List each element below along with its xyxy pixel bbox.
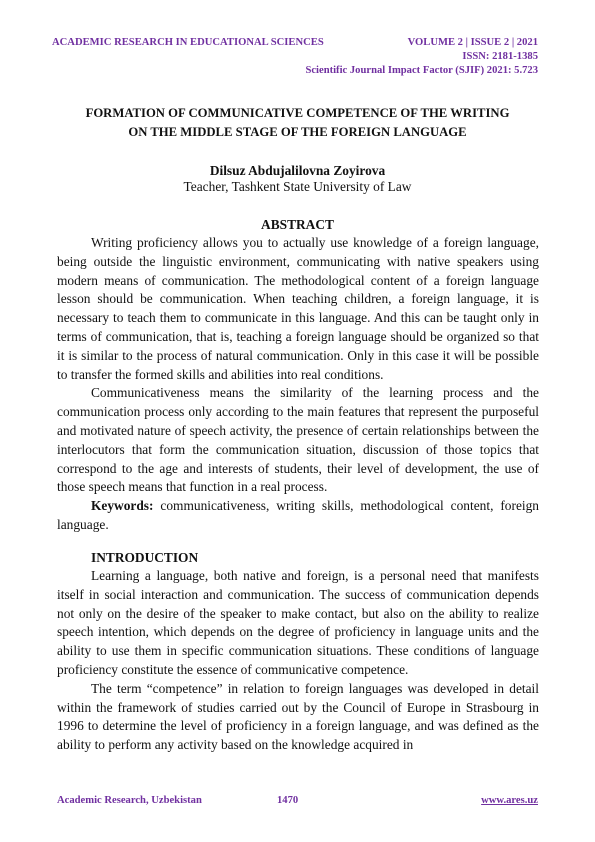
abstract-body [57,234,539,535]
impact-factor: Scientific Journal Impact Factor (SJIF) 2021: 5.723 [305,65,538,76]
introduction-paragraph-1: Learning a language, both native and foreign, is a personal need that manifests itself in social interaction and communication. The success of communication depends not only on the desire of the speaker to make contact, but also on the ability to realize speech intention, which depends on the degree of proficiency in language units and the ability to use them in specific communication situations. These conditions of language proficiency constitute the essence of communicative competence. [57,568,539,677]
page-number: 1470 [277,795,299,806]
issn: ISSN: 2181-1385 [462,51,538,62]
journal-name: ACADEMIC RESEARCH IN EDUCATIONAL SCIENCES [52,37,324,48]
abstract-paragraph-2: Communicativeness means the similarity of the learning process and the communication process only according to the main features that represent the purposeful and motivated nature of speech activity, the presence of certain relationships between the interlocutors that form the communication situation, discussion of those topics that correspond to the age and interests of students, their level of development, the use of those speech means that function in a real process. [57,385,539,495]
paper-title-line-1: FORMATION OF COMMUNICATIVE COMPETENCE OF THE WRITING [85,106,510,120]
footer-publisher: Academic Research, Uzbekistan [57,795,202,806]
abstract-paragraph-1: Writing proficiency allows you to actually use knowledge of a foreign language, being outside the linguistic environment, communicating with native speakers using modern means of communication. The methodological content of a foreign language lesson should be communication. When teaching children, a foreign language, it is necessary to teach them to communicate in this language. And this can be taught only in terms of communication, that is, teaching a foreign language should be organized so that it is similar to the process of natural communication. Only in this case it will be possible to transfer the formed skills and abilities into real conditions. [57,235,539,382]
keywords-label: Keywords: [91,498,154,514]
paper-title [40,104,555,142]
author-name: Dilsuz Abdujalilovna Zoyirova [209,163,386,178]
paper-title-line-2: ON THE MIDDLE STAGE OF THE FOREIGN LANGUAGE [128,125,467,139]
introduction-heading: INTRODUCTION [91,550,199,565]
introduction-body [57,567,539,755]
journal-website-link[interactable]: www.ares.uz [481,795,538,806]
abstract-heading: ABSTRACT [261,217,334,232]
keywords [57,497,539,535]
author-affiliation: Teacher, Tashkent State University of Law [183,179,412,194]
introduction-paragraph-2: The term “competence” in relation to foreign languages was developed in detail within the framework of studies carried out by the Council of Europe in Strasbourg in 1996 to determine the level of proficiency in a foreign language, and was defined as the ability to perform any activity based on the knowledge acquired in [57,680,539,753]
keywords-list: communicativeness, writing skills, methodological content, foreign language. [57,498,539,532]
volume-issue: VOLUME 2 | ISSUE 2 | 2021 [407,37,538,48]
